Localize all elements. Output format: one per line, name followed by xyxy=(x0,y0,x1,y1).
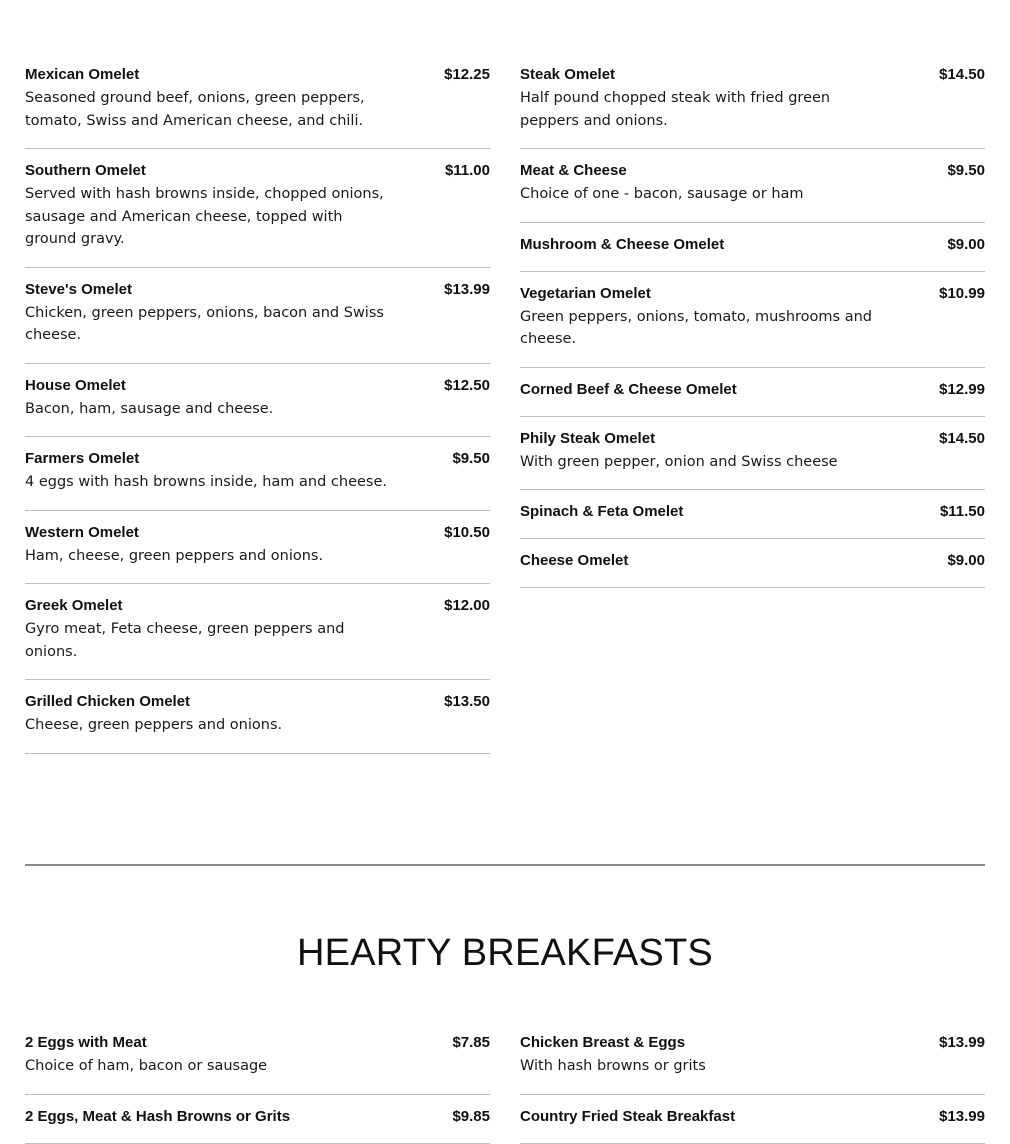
item-name: Cheese Omelet xyxy=(520,552,629,569)
item-description: Half pound chopped steak with fried green peppers and onions. xyxy=(520,90,831,129)
item-description: Gyro meat, Feta cheese, green peppers and onions. xyxy=(25,621,345,660)
item-price: $9.00 xyxy=(947,235,985,253)
item-name: Western Omelet xyxy=(25,523,139,541)
item-description: With hash browns or grits xyxy=(520,1058,706,1074)
item-description: Cheese, green peppers and onions. xyxy=(25,717,283,733)
item-description: With green pepper, onion and Swiss cheese xyxy=(520,453,838,470)
item-price: $9.50 xyxy=(947,162,985,179)
item-name: Steak Omelet xyxy=(520,66,616,83)
menu-item xyxy=(25,584,490,680)
menu-item xyxy=(25,149,490,268)
menu-item xyxy=(520,1021,985,1095)
item-price: $9.50 xyxy=(452,450,490,467)
item-description: Green peppers, onions, tomato, mushrooms and cheese. xyxy=(520,308,872,347)
item-price: $9.00 xyxy=(947,552,985,569)
item-name: Steve's Omelet xyxy=(25,280,132,298)
item-name: Southern Omelet xyxy=(25,162,146,179)
item-price: $12.99 xyxy=(939,380,985,398)
item-price: $10.99 xyxy=(939,284,985,302)
item-name: Grilled Chicken Omelet xyxy=(25,693,191,710)
item-description: Bacon, ham, sausage and cheese. xyxy=(25,400,274,417)
menu-item xyxy=(520,223,985,272)
item-price: $13.99 xyxy=(939,1034,985,1051)
item-description: Choice of one - bacon, sausage or ham xyxy=(520,186,804,202)
item-name: Farmers Omelet xyxy=(25,450,140,467)
menu-item xyxy=(520,53,985,149)
menu-item xyxy=(520,368,985,417)
menu-item xyxy=(25,1095,490,1144)
item-price: $12.00 xyxy=(444,597,490,614)
section-divider xyxy=(25,864,985,866)
item-price: $11.50 xyxy=(939,503,985,520)
menu-item xyxy=(25,511,490,585)
hearty-left-column xyxy=(25,1021,490,1144)
hearty-right-column xyxy=(520,1021,985,1144)
menu-item xyxy=(520,417,985,491)
item-name: Spinach & Feta Omelet xyxy=(520,503,684,520)
menu-item xyxy=(520,1095,985,1144)
menu-item xyxy=(520,490,985,539)
item-name: Greek Omelet xyxy=(25,597,123,614)
omelets-right-column xyxy=(520,53,985,754)
menu-item xyxy=(25,53,490,149)
item-name: Mexican Omelet xyxy=(25,66,140,83)
item-price: $13.99 xyxy=(444,280,490,298)
menu-item xyxy=(520,539,985,588)
item-price: $14.50 xyxy=(939,429,985,447)
item-name: 2 Eggs with Meat xyxy=(25,1034,147,1051)
item-description: Chicken, green peppers, onions, bacon and Swiss cheese. xyxy=(25,304,384,343)
item-price: $12.50 xyxy=(444,376,490,394)
item-description: Seasoned ground beef, onions, green peppers, tomato, Swiss and American cheese, and chili. xyxy=(25,90,365,129)
menu-item xyxy=(25,268,490,364)
item-price: $10.50 xyxy=(444,523,490,541)
item-description: Choice of ham, bacon or sausage xyxy=(25,1058,268,1074)
item-name: Vegetarian Omelet xyxy=(520,284,651,302)
menu-item xyxy=(520,272,985,368)
omelets-left-column xyxy=(25,53,490,754)
item-price: $12.25 xyxy=(444,66,490,83)
menu-item xyxy=(25,1021,490,1095)
item-price: $13.50 xyxy=(444,693,490,710)
item-price: $13.99 xyxy=(939,1107,985,1125)
item-name: Mushroom & Cheese Omelet xyxy=(520,235,725,253)
menu-item xyxy=(25,364,490,438)
item-description: 4 eggs with hash browns inside, ham and cheese. xyxy=(25,474,387,490)
item-price: $14.50 xyxy=(939,66,985,83)
omelets-menu-grid xyxy=(25,53,985,754)
item-name: Corned Beef & Cheese Omelet xyxy=(520,380,737,398)
hearty-breakfasts-grid xyxy=(25,1021,985,1144)
item-description: Ham, cheese, green peppers and onions. xyxy=(25,547,324,564)
item-description: Served with hash browns inside, chopped onions, sausage and American cheese, topped with ground gravy. xyxy=(25,186,384,247)
section-heading: HEARTY BREAKFASTS xyxy=(297,932,713,974)
item-name: House Omelet xyxy=(25,376,126,394)
item-price: $11.00 xyxy=(444,162,490,179)
menu-item xyxy=(25,437,490,511)
menu-item xyxy=(520,149,985,223)
item-name: Phily Steak Omelet xyxy=(520,429,656,447)
item-name: Chicken Breast & Eggs xyxy=(520,1034,686,1051)
item-price: $9.85 xyxy=(452,1107,490,1125)
item-price: $7.85 xyxy=(452,1034,490,1051)
item-name: Meat & Cheese xyxy=(520,162,627,179)
item-name: Country Fried Steak Breakfast xyxy=(520,1107,736,1125)
item-name: 2 Eggs, Meat & Hash Browns or Grits xyxy=(25,1107,291,1125)
menu-item xyxy=(25,680,490,754)
